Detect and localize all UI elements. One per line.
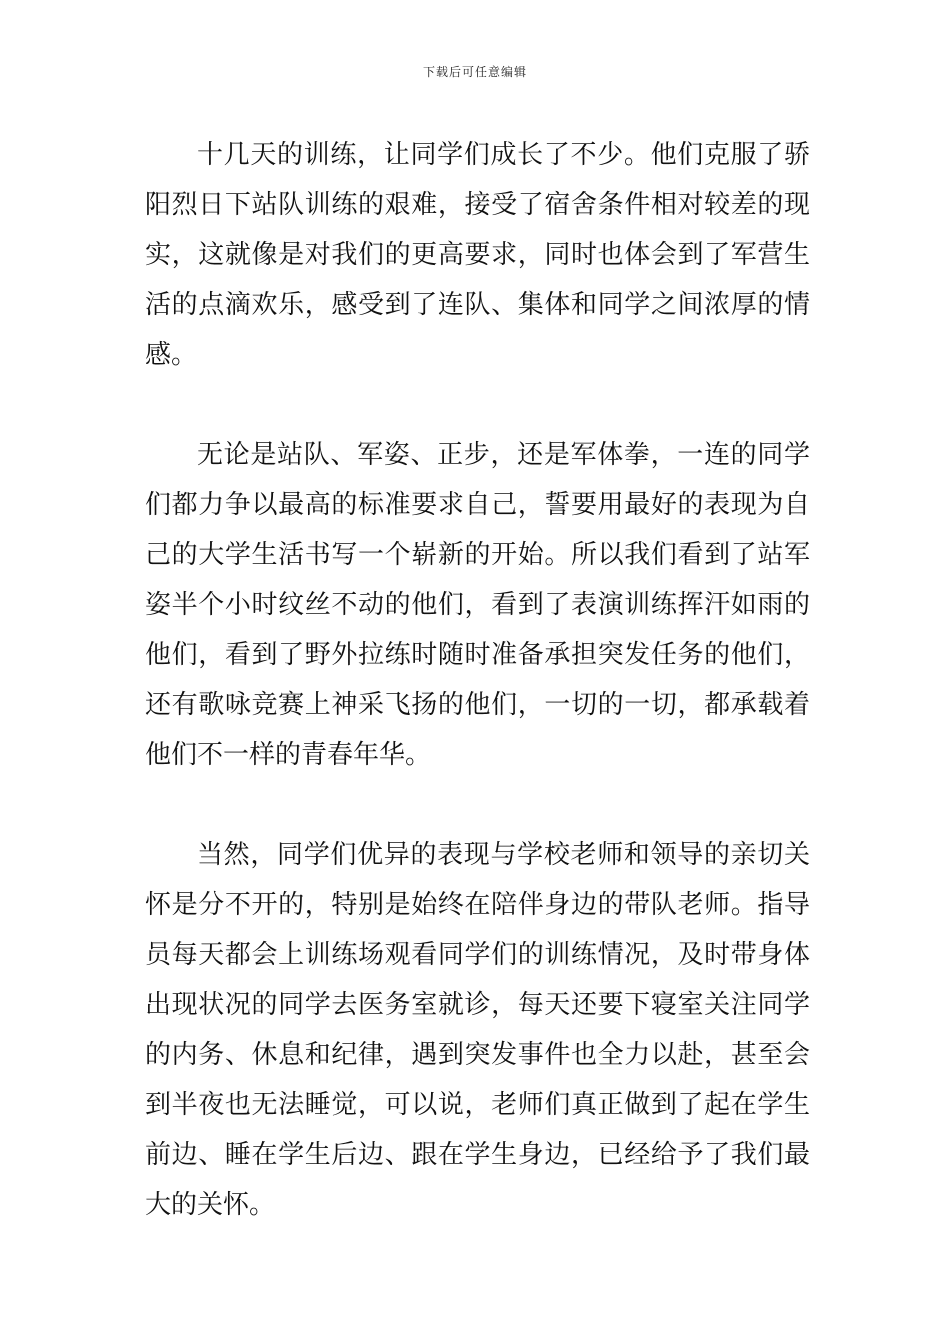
text-line: 实，这就像是对我们的更高要求，同时也体会到了军营生 (145, 240, 810, 270)
text-line: 大的关怀。 (145, 1190, 276, 1220)
text-line: 姿半个小时纹丝不动的他们，看到了表演训练挥汗如雨的 (145, 590, 810, 620)
page-header: 下载后可任意编辑 (422, 65, 527, 79)
text-line: 还有歌咏竞赛上神采飞扬的他们，一切的一切，都承载着 (145, 690, 810, 720)
paragraph-teachers-care (145, 830, 810, 1230)
text-line: 己的大学生活书写一个崭新的开始。所以我们看到了站军 (145, 540, 810, 570)
paragraph-drills (145, 430, 810, 780)
text-line: 十几天的训练，让同学们成长了不少。他们克服了骄 (197, 140, 810, 170)
text-line: 活的点滴欢乐，感受到了连队、集体和同学之间浓厚的情 (145, 290, 810, 320)
text-line: 怀是分不开的，特别是始终在陪伴身边的带队老师。指导 (145, 890, 810, 920)
text-line: 感。 (145, 340, 198, 370)
text-line: 无论是站队、军姿、正步，还是军体拳，一连的同学 (197, 440, 810, 470)
text-line: 到半夜也无法睡觉，可以说，老师们真正做到了起在学生 (145, 1090, 810, 1120)
paragraph-training-growth (145, 130, 810, 380)
text-line: 他们不一样的青春年华。 (145, 740, 432, 770)
text-line: 阳烈日下站队训练的艰难，接受了宿舍条件相对较差的现 (145, 190, 810, 220)
text-line: 当然，同学们优异的表现与学校老师和领导的亲切关 (197, 840, 810, 870)
text-line: 员每天都会上训练场观看同学们的训练情况，及时带身体 (145, 940, 810, 970)
text-line: 们都力争以最高的标准要求自己，誓要用最好的表现为自 (145, 490, 810, 520)
text-line: 前边、睡在学生后边、跟在学生身边，已经给予了我们最 (145, 1140, 810, 1170)
text-line: 他们，看到了野外拉练时随时准备承担突发任务的他们， (145, 640, 810, 670)
document-body (145, 130, 810, 1230)
text-line: 出现状况的同学去医务室就诊，每天还要下寝室关注同学 (145, 990, 810, 1020)
text-line: 的内务、休息和纪律，遇到突发事件也全力以赴，甚至会 (145, 1040, 810, 1070)
